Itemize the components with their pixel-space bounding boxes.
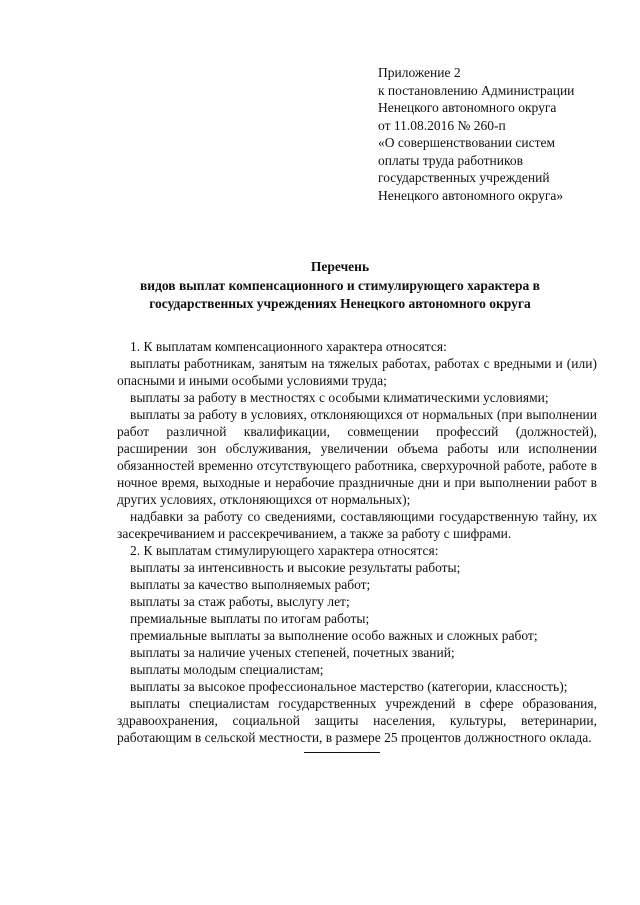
list-item: выплаты за качество выполняемых работ; xyxy=(130,577,371,592)
end-divider xyxy=(304,752,380,753)
list-item: выплаты работникам, занятым на тяжелых работах, работах с вредными и (или) опасными и иными особыми условиями труда; xyxy=(117,356,597,388)
title-line: Перечень xyxy=(310,259,370,274)
list-item: премиальные выплаты по итогам работы; xyxy=(130,611,370,626)
appendix-line: «О совершенствовании систем xyxy=(378,135,556,150)
appendix-line: Приложение 2 xyxy=(378,65,461,80)
list-item: выплаты за интенсивность и высокие результаты работы; xyxy=(130,560,461,575)
document-title xyxy=(80,258,600,313)
list-item: премиальные выплаты за выполнение особо важных и сложных работ; xyxy=(130,628,538,643)
list-item: выплаты за работу в местностях с особыми климатическими условиями; xyxy=(130,390,549,405)
list-item: выплаты молодым специалистам; xyxy=(130,662,324,677)
appendix-line: государственных учреждений xyxy=(378,170,550,185)
appendix-line: к постановлению Администрации xyxy=(378,82,575,98)
section-heading: 1. К выплатам компенсационного характера относятся: xyxy=(130,339,447,354)
appendix-line: оплаты труда работников xyxy=(378,152,523,168)
section-heading: 2. К выплатам стимулирующего характера относятся: xyxy=(130,543,439,558)
title-line: видов выплат компенсационного и стимулирующего характера в xyxy=(140,278,540,293)
list-item: выплаты специалистам государственных учреждений в сфере образования, здравоохранения, социальной защиты населения, культуры, ветеринарии, работающим в сельской местности, в размере 25 процентов должностного оклада. xyxy=(117,696,597,745)
list-item: надбавки за работу со сведениями, составляющими государственную тайну, их засекречиванием и рассекречиванием, а также за работу с шифрами. xyxy=(117,509,597,541)
list-item: выплаты за стаж работы, выслугу лет; xyxy=(130,594,350,609)
document-body xyxy=(117,338,597,746)
appendix-line: от 11.08.2016 № 260-п xyxy=(378,117,506,133)
list-item: выплаты за высокое профессиональное мастерство (категории, классность); xyxy=(130,679,568,694)
appendix-line: Ненецкого автономного округа xyxy=(378,100,557,115)
title-line: государственных учреждениях Ненецкого автономного округа xyxy=(149,296,531,311)
appendix-line: Ненецкого автономного округа» xyxy=(378,187,564,203)
appendix-header xyxy=(378,64,618,204)
list-item: выплаты за наличие ученых степеней, почетных званий; xyxy=(130,645,455,660)
list-item: выплаты за работу в условиях, отклоняющихся от нормальных (при выполнении работ различной квалификации, совмещении профессий (должностей), расширении зон обслуживания, увеличении объема работы или исполнении обязанностей временно отсутствующего работника, сверхурочной работе, работе в ночное время, выходные и нерабочие праздничные дни и при выполнении работ в других условиях, отклоняющихся от нормальных); xyxy=(117,407,597,507)
